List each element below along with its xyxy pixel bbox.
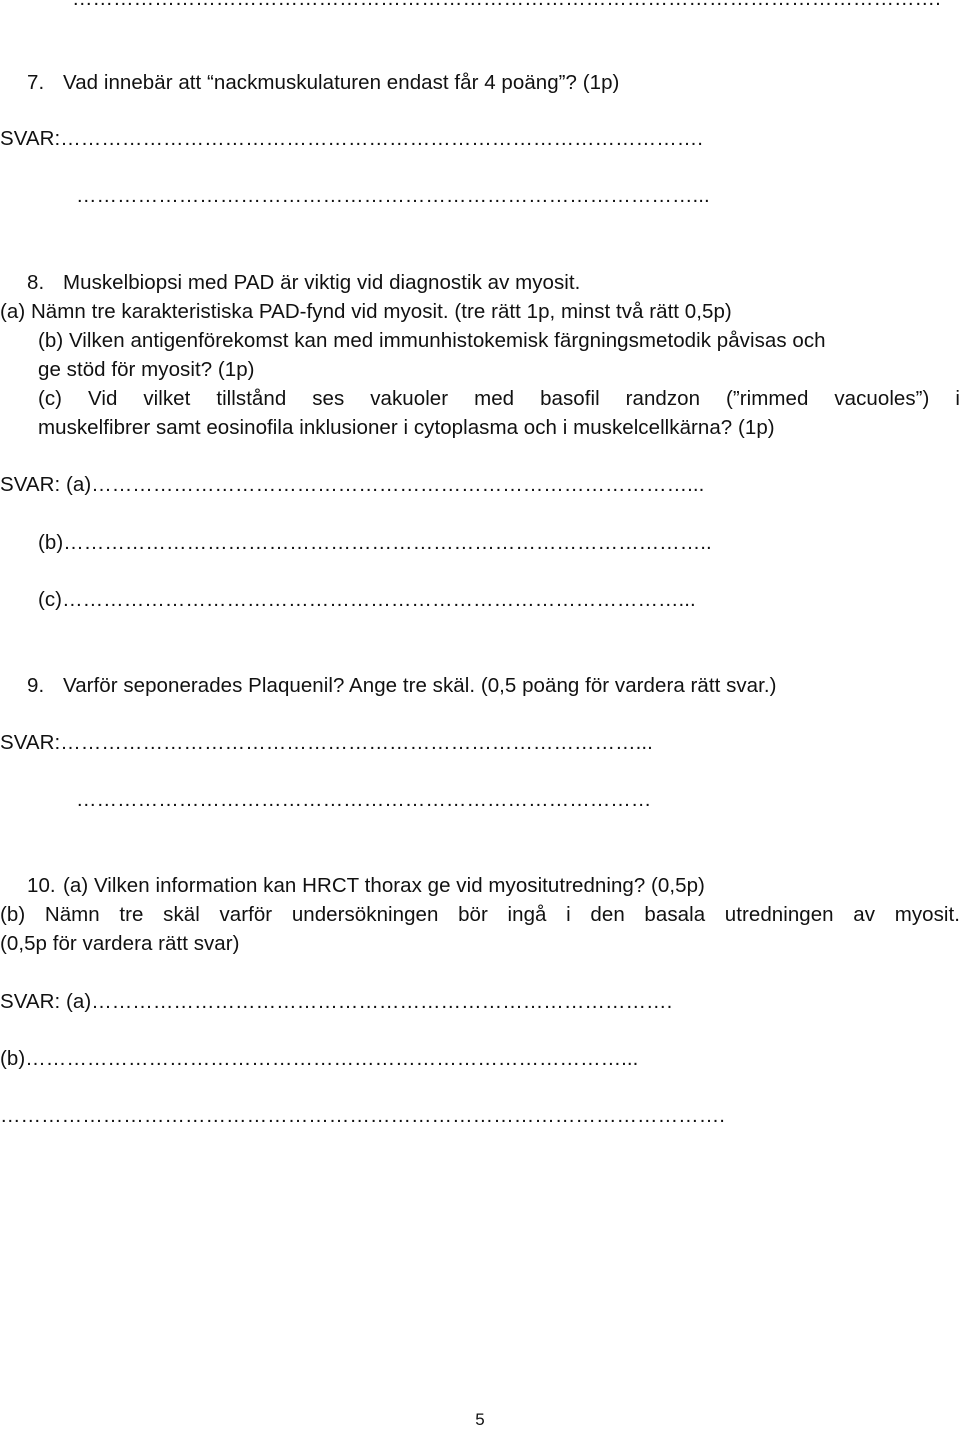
- answer-label: SVAR:: [0, 731, 61, 754]
- question-text: Vad innebär att “nackmuskulaturen endast får 4 poäng”? (1p): [63, 71, 620, 94]
- top-dots: [72, 0, 941, 12]
- answer-10a[interactable]: [0, 989, 672, 1015]
- question-text: Muskelbiopsi med PAD är viktig vid diagnostik av myosit.: [63, 271, 581, 294]
- question-number: 7.: [27, 71, 45, 94]
- question-9: [27, 673, 777, 699]
- answer-10b[interactable]: [0, 1046, 638, 1072]
- answer-9-line-2[interactable]: …………………………………………………………………………: [76, 788, 652, 811]
- answer-10-line-3[interactable]: …………………………………………………………………………………………….: [0, 1104, 725, 1127]
- answer-dots: ……………………………………………………………………………...: [91, 473, 705, 496]
- question-8c-line-1: (c) Vid vilket tillstånd ses vakuoler med basofil randzon (”rimmed vacuoles”) i: [38, 387, 960, 410]
- answer-label: (c): [38, 588, 63, 611]
- question-10b-line-1: (b) Nämn tre skäl varför undersökningen bör ingå i den basala utredningen av myosit.: [0, 903, 960, 926]
- answer-label: (b): [38, 531, 64, 554]
- answer-label: SVAR: (a): [0, 990, 92, 1013]
- answer-dots: …………………………………………………………………………………..: [63, 531, 712, 554]
- answer-dots: ………………………………………………………………………………….: [60, 127, 704, 150]
- question-8b-line-2: ge stöd för myosit? (1p): [38, 358, 255, 381]
- answer-7-line-2[interactable]: ………………………………………………………………………………...: [76, 184, 710, 207]
- question-number: 10.: [27, 874, 56, 897]
- answer-8c[interactable]: [38, 587, 696, 613]
- question-text: (a) Vilken information kan HRCT thorax ge vid myositutredning? (0,5p): [63, 874, 705, 897]
- answer-9[interactable]: [0, 730, 653, 756]
- question-7: [27, 70, 619, 96]
- answer-label: SVAR: (a): [0, 473, 92, 496]
- answer-dots: …………………………………………………………………………...: [60, 731, 653, 754]
- answer-label: SVAR:: [0, 127, 61, 150]
- question-8a: (a) Nämn tre karakteristiska PAD-fynd vid myosit. (tre rätt 1p, minst två rätt 0,5p): [0, 300, 732, 323]
- question-number: 9.: [27, 674, 45, 697]
- answer-dots: ………………………………………………………………………….: [91, 990, 673, 1013]
- question-10: [27, 873, 705, 899]
- answer-dots: ………………………………………………………………………………...: [62, 588, 696, 611]
- question-8b-line-1: (b) Vilken antigenförekomst kan med immunhistokemisk färgningsmetodik påvisas och: [38, 329, 826, 352]
- page-number: 5: [475, 1410, 485, 1429]
- answer-dots: ……………………………………………………………………………...: [25, 1047, 639, 1070]
- question-number: 8.: [27, 271, 45, 294]
- answer-7[interactable]: [0, 126, 703, 152]
- question-text: Varför seponerades Plaquenil? Ange tre skäl. (0,5 poäng för vardera rätt svar.): [63, 674, 777, 697]
- answer-8a[interactable]: [0, 472, 704, 498]
- question-8c-line-2: muskelfibrer samt eosinofila inklusioner i cytoplasma och i muskelcellkärna? (1p): [38, 416, 775, 439]
- answer-8b[interactable]: [38, 530, 712, 556]
- question-8: [27, 270, 580, 296]
- question-10b-line-2: (0,5p för vardera rätt svar): [0, 932, 240, 955]
- answer-label: (b): [0, 1047, 26, 1070]
